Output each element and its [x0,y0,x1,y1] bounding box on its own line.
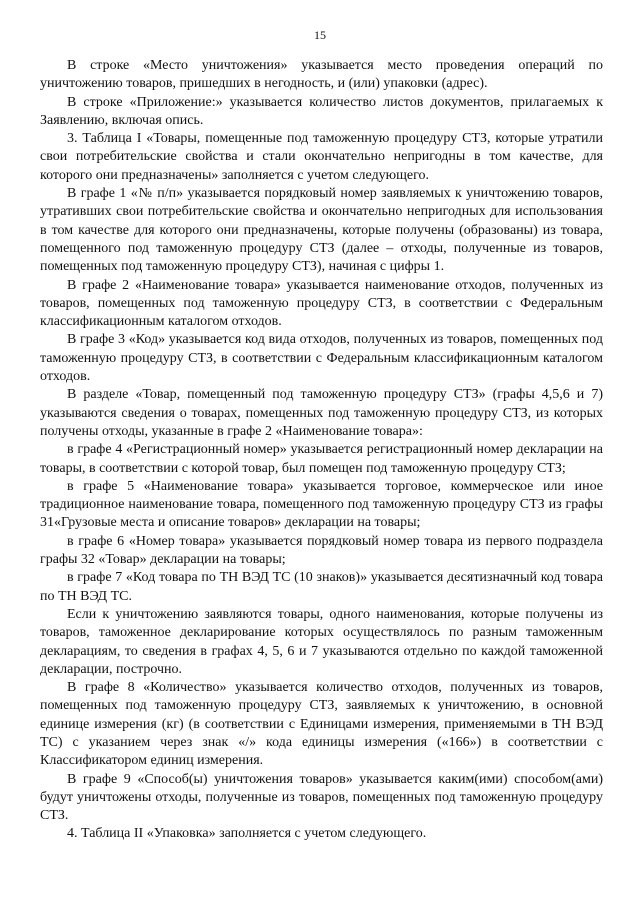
document-body [40,57,603,844]
paragraph-multiple-declarations: Если к уничтожению заявляются товары, одного наименования, которые получены из товаров, таможенное декларирование которых осуществлялось по разным таможенным декларациям, то сведения в графах 4, 5, 6 и 7 указываются отдельно по каждой таможенной декларации, построчно. [40,606,603,677]
page-number: 15 [314,28,326,42]
paragraph-attachment: В строке «Приложение:» указывается количество листов документов, прилагаемых к Заявлению, включая опись. [40,94,603,128]
paragraph-column-3: В графе 3 «Код» указывается код вида отходов, полученных из товаров, помещенных под таможенную процедуру СТЗ, в соответствии с Федеральным классификационным каталогом отходов. [40,332,603,385]
paragraph-column-4: в графе 4 «Регистрационный номер» указывается регистрационный номер декларации на товары, в соответствии с которой товар, был помещен под таможенную процедуру СТЗ; [40,442,603,476]
paragraph-column-6: в графе 6 «Номер товара» указывается порядковый номер товара из первого подраздела графы 32 «Товар» декларации на товары; [40,533,603,568]
paragraph-destruction-place: В строке «Место уничтожения» указывается место проведения операций по уничтожению товаров, пришедших в негодность, и (или) упаковки (адрес). [40,58,603,92]
paragraph-column-2: В графе 2 «Наименование товара» указывается наименование отходов, полученных из товаров, помещенных под таможенную процедуру СТЗ, в соответствии с Федеральным классификационным каталогом отходов. [40,277,603,330]
paragraph-goods-section: В разделе «Товар, помещенный под таможенную процедуру СТЗ» (графы 4,5,6 и 7) указываются сведения о товарах, помещенных под таможенную процедуру СТЗ, из которых получены отходы, указанные в графе 2 «Наименование товара»: [40,387,603,439]
paragraph-column-9: В графе 9 «Способ(ы) уничтожения товаров» указывается каким(ими) способом(ами) будут уничтожены отходы, полученные из товаров, помещенных под таможенную процедуру СТЗ. [40,771,603,824]
paragraph-table-two-intro: 4. Таблица II «Упаковка» заполняется с учетом следующего. [67,826,427,842]
paragraph-column-8: В графе 8 «Количество» указывается количество отходов, полученных из товаров, помещенных под таможенную процедуру СТЗ, заявляемых к уничтожению, в основной единице измерения (кг) (в соответствии с Единицами измерения, применяемыми в ТН ВЭД ТС) с указанием через знак «/» кода единицы измерения («166») в соответствии с Классификатором единиц измерения. [40,680,603,769]
paragraph-column-1: В графе 1 «№ п/п» указывается порядковый номер заявляемых к уничтожению товаров, утративших свои потребительские свойства и окончательно непригодных для использования в том качестве для которого они предназначены, которые получены (образованы) из товара, помещенного под таможенную процедуру СТЗ (далее – отходы, полученные из товаров, помещенных под таможенную процедуру СТЗ), начиная с цифры 1. [40,186,603,275]
paragraph-column-5: в графе 5 «Наименование товара» указывается торговое, коммерческое или иное традиционное наименование товара, помещенного под таможенную процедуру СТЗ из графы 31«Грузовые места и описание товаров» декларации на товары; [40,478,603,531]
paragraph-table-one-intro: 3. Таблица I «Товары, помещенные под таможенную процедуру СТЗ, которые утратили свои потребительские свойства и стали окончательно непригодны в том качестве, для которого они предназначены» заполняется с учетом следующего. [40,131,603,183]
paragraph-column-7: в графе 7 «Код товара по ТН ВЭД ТС (10 знаков)» указывается десятизначный код товара по ТН ВЭД ТС. [40,570,603,604]
